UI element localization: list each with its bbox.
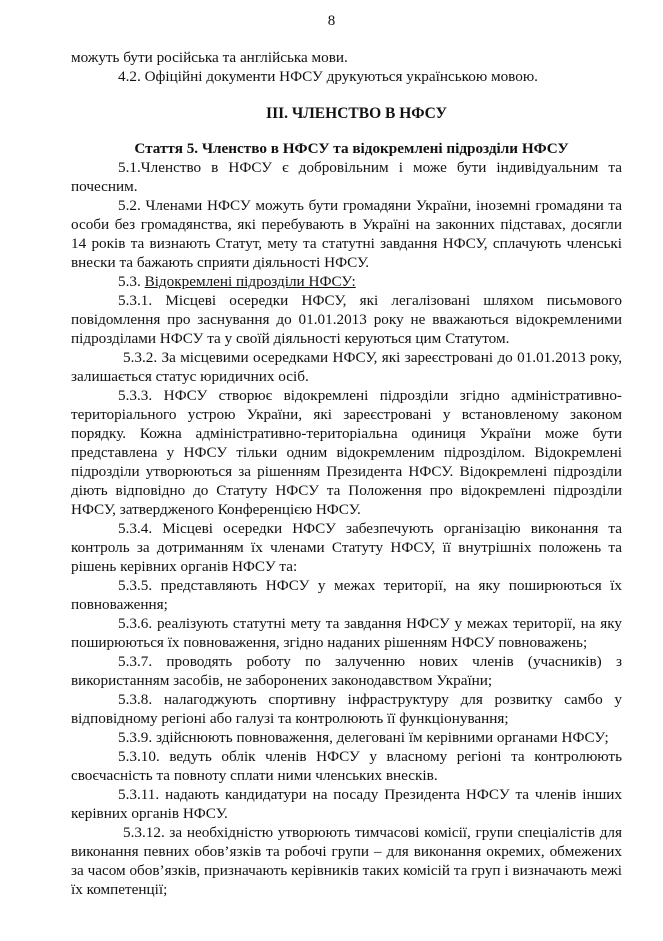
paragraph: можуть бути російська та англійська мови. <box>71 49 348 66</box>
page-number: 8 <box>327 13 336 29</box>
document-body <box>71 48 622 899</box>
paragraph-5-3-7: 5.3.7. проводять роботу по залученню нових членів (учасників) з використанням засобів, не заборонених законодавством України; <box>71 653 622 689</box>
paragraph-5-3-2: 5.3.2. За місцевими осередками НФСУ, які зареєстровані до 01.01.2013 року, залишається статус юридичних осіб. <box>71 349 622 385</box>
paragraph-5-2: 5.2. Членами НФСУ можуть бути громадяни України, іноземні громадяни та особи без громадянства, які перебувають в Україні на законних підставах, досягли 14 років та визнають Статут, мету та статутні завдання НФСУ, сплачують членські внески та бажають сприяти діяльності НФСУ. <box>71 197 622 271</box>
paragraph-5-3-10: 5.3.10. ведуть облік членів НФСУ у власному регіоні та контролюють своєчасність та повноту сплати ними членських внесків. <box>71 748 622 784</box>
paragraph-5-3-3: 5.3.3. НФСУ створює відокремлені підрозділи згідно адміністративно-територіального устрою України, які зареєстровані у встановленому законом порядку. Кожна адміністративно-територіальна одиниця України може бути представлена у НФСУ тільки одним відокремленим підрозділом. Відокремлені підрозділи утворюються за рішенням Президента НФСУ. Відокремлені підрозділи діють відповідно до Статуту НФСУ та Положення про відокремлені підрозділи НФСУ, затвердженого Конференцією НФСУ. <box>71 387 622 518</box>
section-heading: ІІІ. ЧЛЕНСТВО В НФСУ <box>266 105 447 122</box>
paragraph-5-3-5: 5.3.5. представляють НФСУ у межах території, на яку поширюються їх повноваження; <box>71 577 622 613</box>
paragraph-5-3-8: 5.3.8. налагоджують спортивну інфраструктуру для розвитку самбо у відповідному регіоні або галузі та контролюють її функціонування; <box>71 691 622 727</box>
paragraph-5-3 <box>71 272 622 291</box>
paragraph-5-3-number: 5.3. <box>118 273 145 290</box>
paragraph-5-3-11: 5.3.11. надають кандидатури на посаду Президента НФСУ та членів інших керівних органів НФСУ. <box>71 786 622 822</box>
article-heading: Стаття 5. Членство в НФСУ та відокремлені підрозділи НФСУ <box>134 140 569 157</box>
paragraph-5-3-4: 5.3.4. Місцеві осередки НФСУ забезпечують організацію виконання та контроль за дотриманням їх членами Статуту НФСУ, її внутрішніх положень та рішень керівних органів НФСУ та: <box>71 520 622 575</box>
paragraph-5-1: 5.1.Членство в НФСУ є добровільним і може бути індивідуальним та почесним. <box>71 159 622 195</box>
paragraph-5-3-9: 5.3.9. здійснюють повноваження, делеговані їм керівними органами НФСУ; <box>118 729 609 746</box>
paragraph-4-2: 4.2. Офіційні документи НФСУ друкуються українською мовою. <box>118 68 538 85</box>
paragraph-5-3-12: 5.3.12. за необхідністю утворюють тимчасові комісії, групи спеціалістів для виконання певних обов’язків та робочі групи – для виконання окремих, обмежених за часом обов’язків, призначають керівників таких комісій та груп і визначають межі їх компетенції; <box>71 824 622 898</box>
paragraph-5-3-6: 5.3.6. реалізують статутні мету та завдання НФСУ у межах території, на яку поширюються їх повноваження, згідно наданих рішенням НФСУ повноважень; <box>71 615 622 651</box>
paragraph-5-3-title: Відокремлені підрозділи НФСУ: <box>144 273 356 290</box>
paragraph-5-3-1: 5.3.1. Місцеві осередки НФСУ, які легалізовані шляхом письмового повідомлення про заснування до 01.01.2013 року не вважаються відокремленими підрозділами НФСУ та у своїй діяльності керуються цим Статутом. <box>71 292 622 347</box>
